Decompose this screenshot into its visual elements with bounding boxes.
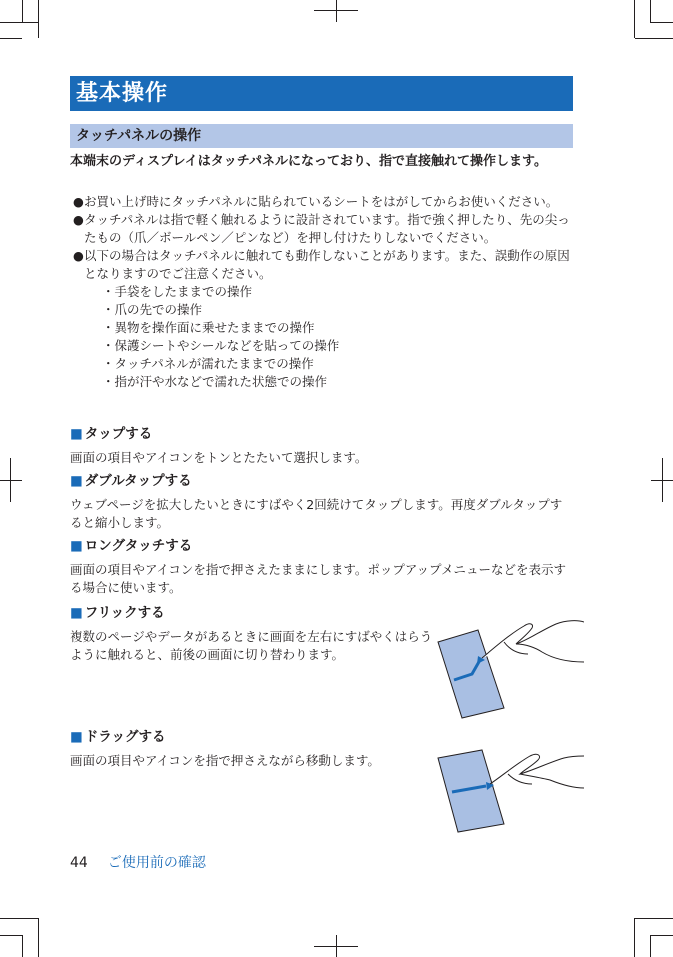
crop-mark — [651, 480, 673, 481]
crop-mark — [634, 918, 635, 957]
list-item — [70, 193, 573, 211]
flick-heading — [70, 604, 165, 622]
list-item-text: タッチパネルは指で軽く触れるように設計されています。指で強く押したり、先の尖ったもの（爪／ボールペン／ピンなど）を押し付けたりしないでください。 — [84, 212, 570, 245]
list-item-text: 以下の場合はタッチパネルに触れても動作しないことがあります。また、誤動作の原因となりますのでご注意ください。 — [84, 248, 570, 281]
tap-heading — [70, 425, 152, 443]
square-icon: ■ — [70, 605, 83, 621]
section-title: タッチパネルの操作 — [70, 124, 573, 148]
page-number: 44 — [70, 855, 88, 871]
sub-list-item: ・タッチパネルが濡れたままでの操作 — [102, 356, 314, 371]
double-tap-title: ダブルタップする — [84, 473, 192, 489]
sub-list-item: ・異物を操作面に乗せたままでの操作 — [102, 320, 315, 335]
long-touch-description: 画面の項目やアイコンを指で押さえたままにします。ポップアップメニューなどを表示する場合に使います。 — [70, 562, 567, 595]
double-tap-description: ウェブページを拡大したいときにすばやく2回続けてタップします。再度ダブルタップすると縮小します。 — [70, 497, 563, 530]
touch-panel-shape — [438, 750, 504, 832]
drag-illustration — [432, 736, 584, 836]
sub-list-item: ・爪の先での操作 — [102, 302, 203, 317]
crop-mark — [635, 918, 673, 919]
tap-title: タップする — [84, 426, 153, 442]
bullet-icon: ● — [73, 212, 84, 227]
drag-title: ドラッグする — [84, 729, 166, 745]
bullet-icon: ● — [73, 194, 84, 209]
crop-mark — [22, 935, 23, 957]
bullet-icon: ● — [73, 248, 84, 263]
crop-mark — [0, 918, 38, 919]
intro-text: 本端末のディスプレイはタッチパネルになっており、指で直接触れて操作します。 — [70, 154, 547, 169]
page-title: 基本操作 — [70, 76, 573, 111]
crop-mark — [38, 0, 39, 38]
list-item — [70, 211, 573, 247]
chapter-title: ご使用前の確認 — [107, 855, 206, 871]
crop-mark — [650, 22, 673, 23]
crop-mark — [650, 935, 651, 957]
square-icon: ■ — [70, 426, 83, 442]
drag-description: 画面の項目やアイコンを指で押さえながら移動します。 — [70, 753, 380, 768]
sub-list-item: ・手袋をしたままでの操作 — [102, 284, 253, 299]
list-item — [70, 247, 573, 391]
crop-mark — [650, 935, 673, 936]
crop-mark — [314, 946, 358, 947]
crop-mark — [650, 0, 651, 22]
page-footer — [70, 854, 206, 872]
crop-mark — [0, 22, 38, 23]
flick-title: フリックする — [84, 605, 165, 621]
crop-mark — [635, 38, 673, 39]
tap-description: 画面の項目やアイコンをトンとたたいて選択します。 — [70, 450, 368, 465]
crop-mark — [634, 0, 635, 38]
hand-icon — [482, 621, 584, 662]
flick-illustration — [432, 612, 584, 722]
hand-icon — [490, 754, 584, 788]
square-icon: ■ — [70, 538, 83, 554]
double-tap-heading — [70, 472, 192, 490]
long-touch-title: ロングタッチする — [84, 538, 193, 554]
crop-mark — [38, 918, 39, 957]
crop-mark — [0, 480, 22, 481]
sub-list-item: ・保護シートやシールなどを貼っての操作 — [102, 338, 340, 353]
precaution-list — [70, 193, 573, 391]
flick-description: 複数のページやデータがあるときに画面を左右にすばやくはらうように触れると、前後の画面に切り替わります。 — [70, 629, 433, 662]
crop-mark — [0, 935, 22, 936]
drag-heading — [70, 728, 166, 746]
list-item-text: お買い上げ時にタッチパネルに貼られているシートをはがしてからお使いください。 — [84, 194, 559, 209]
crop-mark — [314, 10, 358, 11]
long-touch-heading — [70, 537, 192, 555]
square-icon: ■ — [70, 729, 83, 745]
sub-list-item: ・指が汗や水などで濡れた状態での操作 — [102, 374, 328, 389]
crop-mark — [336, 0, 337, 22]
crop-mark — [0, 38, 22, 39]
square-icon: ■ — [70, 473, 83, 489]
sub-list — [84, 283, 573, 391]
crop-mark — [22, 0, 23, 22]
